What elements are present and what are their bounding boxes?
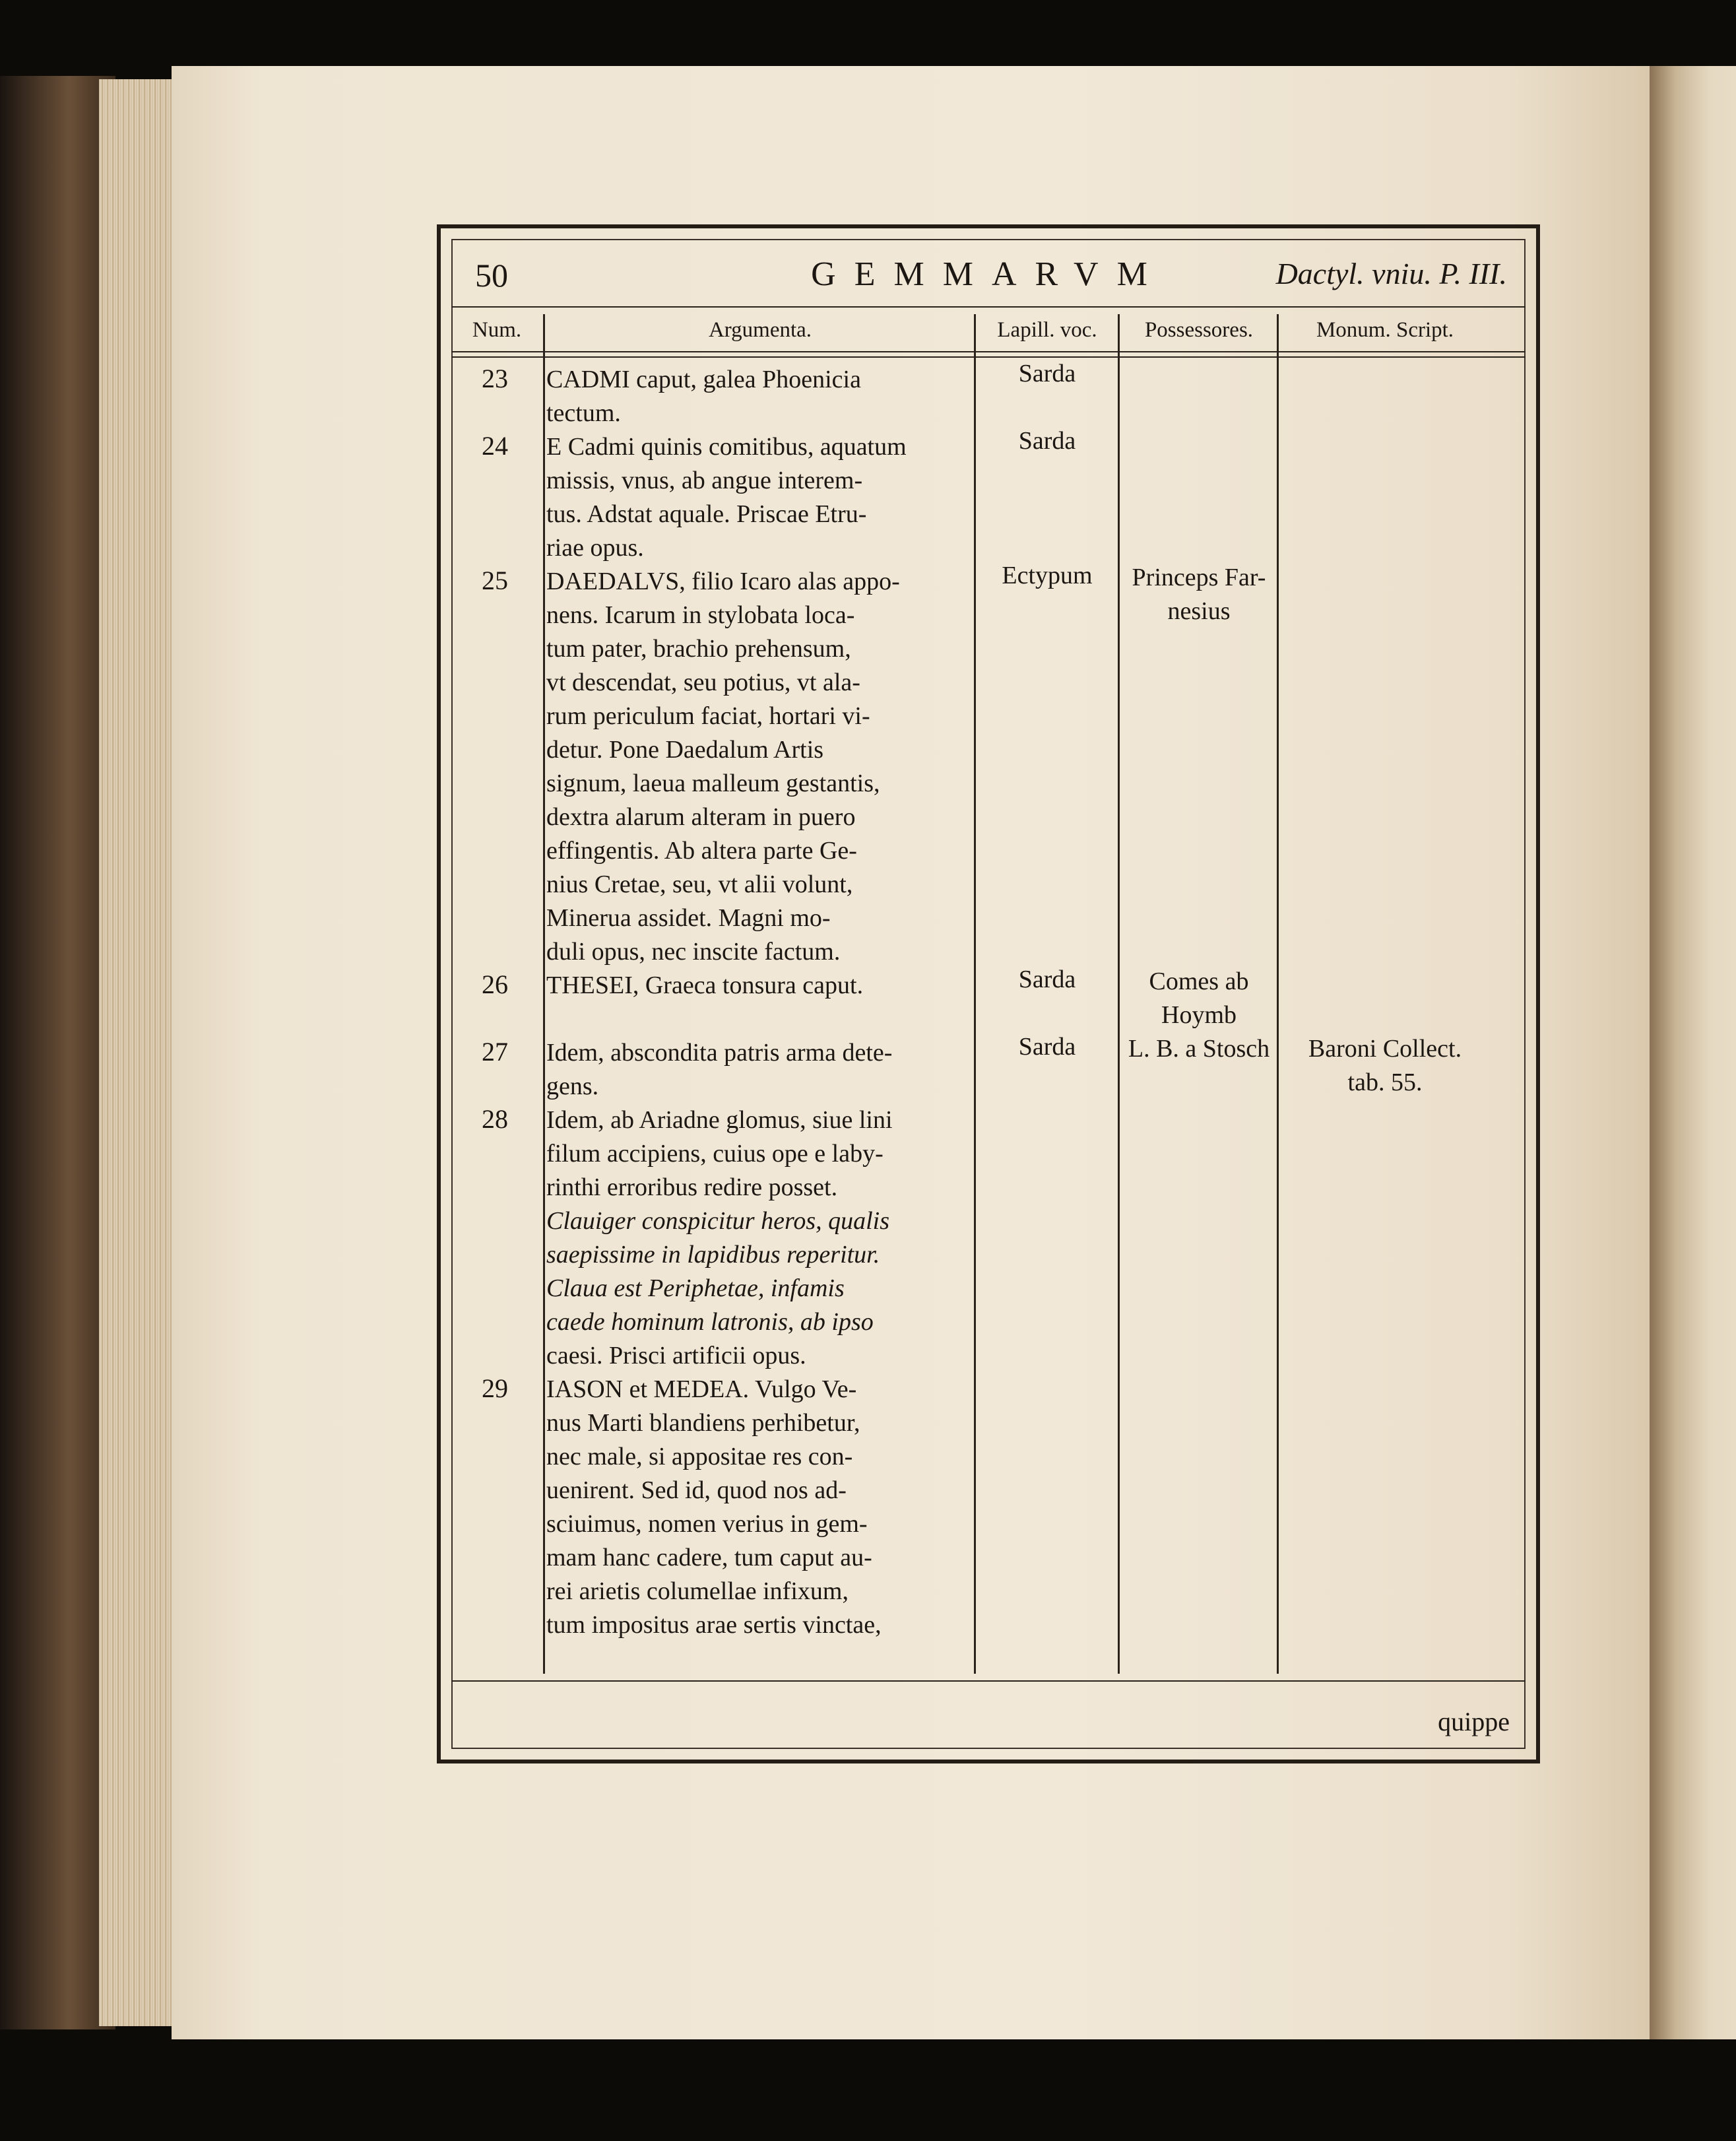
argument-line: Claua est Periphetae, infamis [546, 1274, 845, 1302]
argument-line: Idem, ab Ariadne glomus, siue lini [546, 1106, 893, 1134]
argument-line: mam hanc cadere, tum caput au- [546, 1544, 872, 1571]
section-reference: Dactyl. vniu. P. III. [1275, 257, 1507, 290]
argument-text [546, 969, 974, 1003]
argument-line: caesi. Prisci artificii opus. [546, 1342, 806, 1369]
book-binding [0, 76, 115, 2029]
argument-text [546, 1373, 974, 1642]
row-number: 24 [482, 431, 508, 461]
argument-line: missis, vnus, ab angue interem- [546, 467, 863, 494]
argument-line: filum accipiens, cuius ope e laby- [546, 1140, 884, 1168]
possessor-line: nesius [1167, 597, 1231, 625]
argument-line: nec male, si appositae res con- [546, 1443, 853, 1470]
possessor-line: Comes ab [1149, 968, 1249, 995]
catchword: quippe [1438, 1707, 1510, 1736]
stone-type: Sarda [1018, 360, 1076, 387]
argument-line: nius Cretae, seu, vt alii volunt, [546, 871, 853, 898]
row-number: 29 [482, 1373, 508, 1403]
col-header-argumenta: Argumenta. [708, 317, 812, 342]
row-number: 27 [482, 1037, 508, 1067]
page-edges [99, 79, 178, 2026]
running-header [455, 251, 1522, 304]
page-number: 50 [475, 257, 508, 294]
argument-line: tus. Adstat aquale. Priscae Etru- [546, 500, 867, 528]
argument-text [546, 1103, 974, 1373]
argument-line: saepissime in lapidibus reperitur. [546, 1241, 880, 1268]
row-number: 26 [482, 970, 508, 999]
column-divider [1118, 314, 1120, 1674]
argument-line: tum pater, brachio prehensum, [546, 635, 851, 663]
monument-reference [1279, 1032, 1491, 1100]
argument-line: tectum. [546, 399, 621, 427]
possessor-line: L. B. a Stosch [1128, 1035, 1270, 1063]
argument-text [546, 430, 974, 565]
argument-line: rinthi erroribus redire posset. [546, 1173, 838, 1201]
argument-line: nens. Icarum in stylobata loca- [546, 601, 855, 629]
possessor [1120, 965, 1277, 1032]
table-frame [437, 224, 1540, 1763]
possessor-line: Princeps Far- [1132, 564, 1266, 591]
argument-line: dextra alarum alteram in puero [546, 803, 856, 831]
possessor [1120, 1032, 1277, 1066]
argument-line: CADMI caput, galea Phoenicia [546, 366, 861, 393]
facing-page-edge [1650, 66, 1736, 2039]
monument-line: Baroni Collect. [1308, 1035, 1462, 1063]
stone-type: Sarda [1018, 966, 1076, 993]
argument-line: rum periculum faciat, hortari vi- [546, 702, 870, 730]
col-header-lapill: Lapill. voc. [997, 317, 1097, 342]
row-number: 23 [482, 364, 508, 393]
argument-line: DAEDALVS, filio Icaro alas appo- [546, 568, 900, 595]
argument-line: duli opus, nec inscite factum. [546, 938, 841, 966]
argument-line: Minerua assidet. Magni mo- [546, 904, 831, 932]
argument-line: vt descendat, seu potius, vt ala- [546, 669, 860, 696]
stone-type: Ectypum [1002, 562, 1093, 589]
row-number: 28 [482, 1104, 508, 1134]
argument-line: THESEI, Graeca tonsura caput. [546, 972, 864, 999]
stone-type: Sarda [1018, 427, 1076, 455]
argument-line: nus Marti blandiens perhibetur, [546, 1409, 860, 1437]
argument-line: Clauiger conspicitur heros, qualis [546, 1207, 890, 1235]
argument-line: gens. [546, 1072, 599, 1100]
argument-line: riae opus. [546, 534, 644, 562]
argument-line: effingentis. Ab altera parte Ge- [546, 837, 857, 865]
running-title: GEMMARVM [811, 255, 1166, 293]
argument-text [546, 565, 974, 969]
argument-line: IASON et MEDEA. Vulgo Ve- [546, 1375, 857, 1403]
argument-line: E Cadmi quinis comitibus, aquatum [546, 433, 907, 461]
column-header-rule-double [451, 356, 1526, 358]
column-divider [543, 314, 545, 1674]
argument-line: tum impositus arae sertis vinctae, [546, 1611, 882, 1639]
stone-type: Sarda [1018, 1033, 1076, 1061]
col-header-num: Num. [472, 317, 522, 342]
argument-line: rei arietis columellae infixum, [546, 1577, 849, 1605]
possessor [1120, 561, 1277, 628]
col-header-monum: Monum. Script. [1316, 317, 1454, 342]
argument-line: detur. Pone Daedalum Artis [546, 736, 824, 764]
footer-rule [451, 1680, 1526, 1682]
col-header-possessores: Possessores. [1144, 317, 1254, 342]
argument-line: sciuimus, nomen verius in gem- [546, 1510, 868, 1538]
column-divider [974, 314, 976, 1674]
argument-line: uenirent. Sed id, quod nos ad- [546, 1476, 847, 1504]
argument-line: Idem, abscondita patris arma dete- [546, 1039, 893, 1067]
column-header-rule [451, 351, 1526, 352]
argument-line: signum, laeua malleum gestantis, [546, 770, 880, 797]
monument-line: tab. 55. [1347, 1069, 1423, 1096]
argument-line: caede hominum latronis, ab ipso [546, 1308, 874, 1336]
argument-text [546, 1036, 974, 1103]
row-number: 25 [482, 566, 508, 595]
argument-text [546, 363, 974, 430]
header-rule [451, 306, 1526, 308]
possessor-line: Hoymb [1161, 1001, 1237, 1029]
